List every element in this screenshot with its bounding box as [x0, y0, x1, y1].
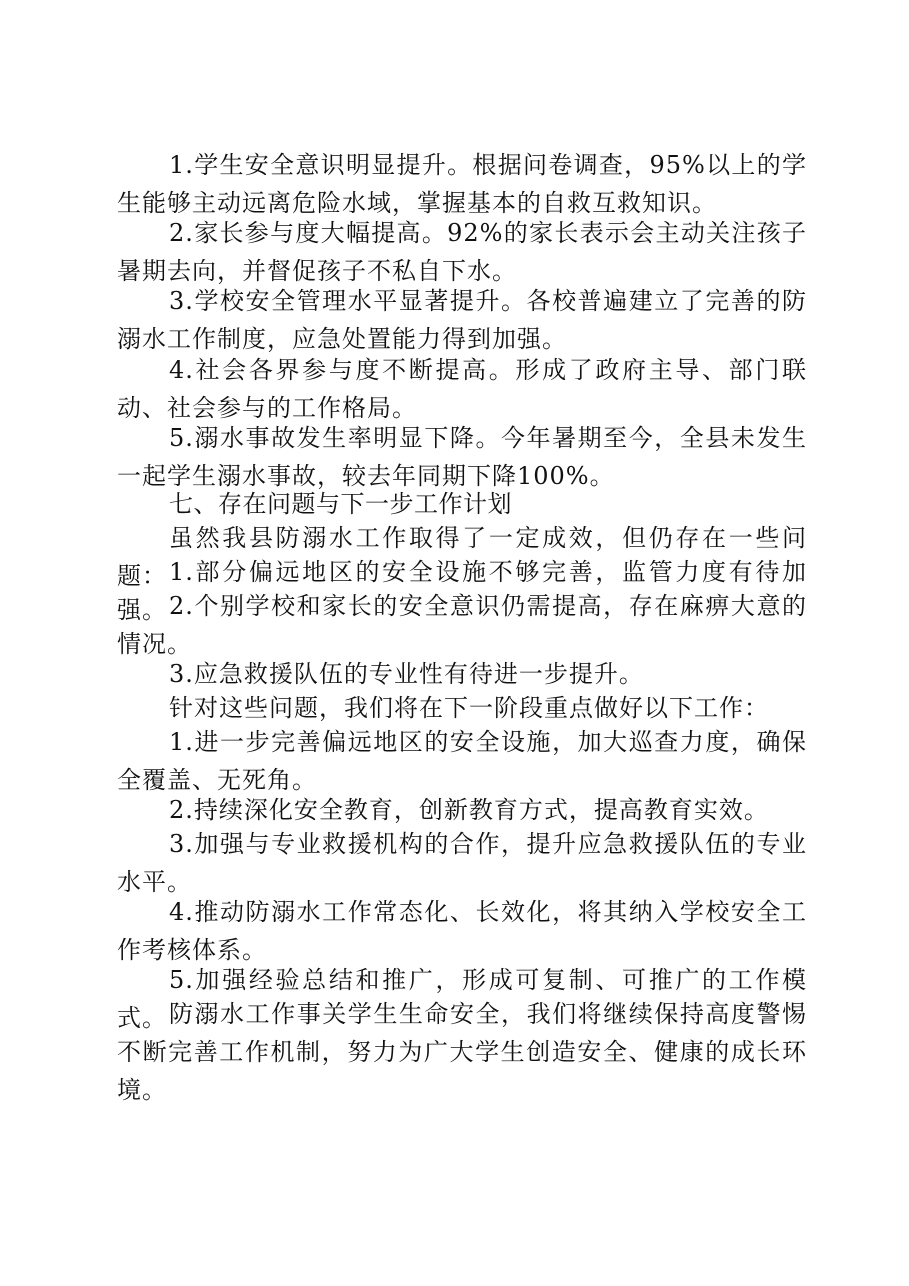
- paragraph-problem-1: 1.部分偏远地区的安全设施不够完善，监管力度有待加强。: [117, 558, 807, 624]
- paragraph-result-2: 2.家长参与度大幅提高。92%的家长表示会主动关注孩子暑期去向，并督促孩子不私自下水。: [117, 219, 807, 285]
- section-heading: 七、存在问题与下一步工作计划: [169, 490, 512, 518]
- paragraph-result-5: 5.溺水事故发生率明显下降。今年暑期至今，全县未发生一起学生溺水事故，较去年同期下降100%。: [117, 424, 807, 490]
- paragraph-result-3: 3.学校安全管理水平显著提升。各校普遍建立了完善的防溺水工作制度，应急处置能力得到加强。: [117, 287, 807, 353]
- paragraph-problem-3: 3.应急救援队伍的专业性有待进一步提升。: [169, 660, 644, 688]
- paragraph-plan-3: 3.加强与专业救援机构的合作，提升应急救援队伍的专业水平。: [117, 830, 807, 896]
- paragraph-plan-5: 5.加强经验总结和推广，形成可复制、可推广的工作模式。: [117, 966, 807, 1032]
- paragraph-plan-4: 4.推动防溺水工作常态化、长效化，将其纳入学校安全工作考核体系。: [117, 898, 807, 964]
- paragraph-problem-2: 2.个别学校和家长的安全意识仍需提高，存在麻痹大意的情况。: [117, 592, 807, 658]
- paragraph-result-1: 1.学生安全意识明显提升。根据问卷调查，95%以上的学生能够主动远离危险水域，掌握基本的自救互救知识。: [117, 151, 807, 217]
- paragraph-conclusion: 防溺水工作事关学生生命安全，我们将继续保持高度警惕不断完善工作机制，努力为广大学生创造安全、健康的成长环境。: [117, 1000, 807, 1104]
- paragraph-result-4: 4.社会各界参与度不断提高。形成了政府主导、部门联动、社会参与的工作格局。: [117, 356, 807, 422]
- paragraph-plan-1: 1.进一步完善偏远地区的安全设施，加大巡查力度，确保全覆盖、无死角。: [117, 728, 807, 794]
- paragraph-plan-2: 2.持续深化安全教育，创新教育方式，提高教育实效。: [169, 796, 769, 824]
- paragraph-plan-intro: 针对这些问题，我们将在下一阶段重点做好以下工作：: [169, 694, 769, 722]
- paragraph-problems-intro: 虽然我县防溺水工作取得了一定成效，但仍存在一些问题：: [117, 524, 807, 590]
